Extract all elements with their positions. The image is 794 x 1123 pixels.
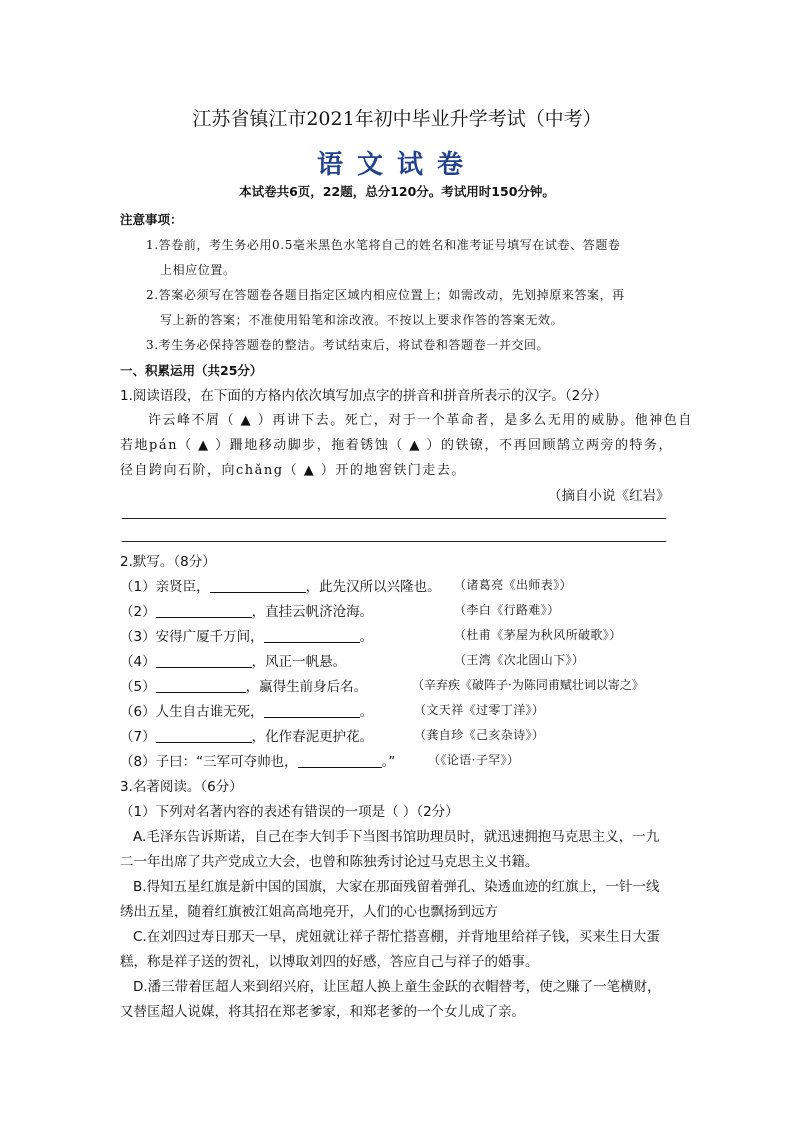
- exam-title: 江苏省镇江市2021年初中毕业升学考试（中考）: [192, 108, 602, 130]
- option-a-line-1: A.毛泽东告诉斯诺，自己在李大钊手下当图书馆助理员时，就迅速拥抱马克思主义，一九: [133, 829, 660, 845]
- answer-blank[interactable]: [156, 678, 246, 693]
- option-d-line-2: 又替匡超人说媒，将其招在郑老爹家，和郑老爹的一个女儿成了亲。: [120, 1004, 525, 1020]
- subject-title: 语文试卷: [316, 150, 477, 180]
- item-text-after: ，此先汉所以兴隆也。: [305, 579, 441, 595]
- q1-prompt: 1.阅读语段，在下面的方格内依次填写加点字的拼音和拼音所表示的汉字。（2分）: [120, 388, 608, 404]
- item-text-after: ，风正一帆悬。: [251, 654, 347, 670]
- dictation-source-4: （王湾《次北固山下》）: [454, 653, 585, 667]
- item-text-after: ，赢得生前身后名。: [245, 679, 368, 695]
- dictation-source-7: （龚自珍《己亥杂诗》）: [414, 728, 545, 742]
- option-d-line-1: D.潘三带着匡超人来到绍兴府，让匡超人换上童生金跃的衣帽替考，使之赚了一笔横财，: [133, 979, 661, 995]
- note-2-line-1: 2.答案必须写在答题卷各题目指定区域内相应位置上；如需改动，先划掉原来答案，再: [146, 288, 625, 302]
- note-1-line-2: 上相应位置。: [160, 263, 236, 277]
- item-number: （4）: [120, 654, 156, 670]
- option-a-line-2: 二一年出席了共产党成立大会，也曾和陈独秀讨论过马克思主义书籍。: [120, 854, 539, 870]
- option-b-line-2: 绣出五星，随着红旗被江姐高高地亮开，人们的心也飘扬到远方: [120, 904, 498, 920]
- item-text-after: ，化作春泥更护花。: [251, 729, 374, 745]
- item-number: （8）: [120, 754, 156, 770]
- answer-blank[interactable]: [156, 728, 252, 743]
- answer-blank[interactable]: [156, 653, 252, 668]
- item-number: （2）: [120, 604, 156, 620]
- item-text-after: 。”: [381, 754, 396, 770]
- item-text-after: 。: [359, 629, 374, 645]
- dictation-item-4: [120, 650, 346, 670]
- dictation-source-1: （诸葛亮《出师表》）: [454, 578, 573, 592]
- answer-blank[interactable]: [264, 703, 360, 718]
- item-text-before: 安得广厦千万间，: [155, 629, 264, 645]
- dictation-item-7: [120, 725, 373, 745]
- answer-blank[interactable]: [298, 753, 382, 768]
- dictation-source-6: （文天祥《过零丁洋》）: [414, 703, 545, 717]
- note-1-line-1: 1.答卷前，考生务必用0.5毫米黑色水笔将自己的姓名和准考证号填写在试卷、答题卷: [146, 238, 621, 252]
- item-text-after: 。: [359, 704, 374, 720]
- dictation-item-8: [120, 750, 395, 770]
- answer-line-1: [122, 518, 666, 519]
- q1-passage-line-1: 许云峰不屑（ ▲ ）再讲下去。死亡，对于一个革命者，是多么无用的威胁。他神色自: [148, 413, 693, 428]
- item-number: （7）: [120, 729, 156, 745]
- answer-line-2: [122, 541, 666, 542]
- dictation-source-2: （李白《行路难》）: [454, 603, 560, 617]
- answer-blank[interactable]: [210, 578, 306, 593]
- note-3: 3.考生务必保持答题卷的整洁。考试结束后，将试卷和答题卷一并交回。: [146, 338, 550, 352]
- dictation-source-5: （辛弃疾《破阵子·为陈同甫赋壮词以寄之》: [412, 678, 644, 692]
- item-text-before: 子曰：“三军可夺帅也，: [155, 754, 298, 770]
- q3-sub-question-1: （1）下列对名著内容的表述有错误的一项是（ ）（2分）: [120, 804, 459, 820]
- item-number: （5）: [120, 679, 156, 695]
- dictation-item-5: [120, 675, 367, 695]
- answer-blank[interactable]: [156, 603, 252, 618]
- dictation-item-6: [120, 700, 373, 720]
- q1-source: （摘自小说《红岩》: [548, 488, 670, 504]
- q2-prompt: 2.默写。（8分）: [120, 554, 216, 570]
- dictation-item-2: [120, 600, 373, 620]
- item-text-before: 亲贤臣，: [155, 579, 210, 595]
- option-b-line-1: B.得知五星红旗是新中国的国旗，大家在那面残留着弹孔、染透血迹的红旗上，一针一线: [133, 879, 660, 895]
- exam-info: 本试卷共6页，22题，总分120分。考试用时150分钟。: [239, 184, 555, 199]
- item-number: （3）: [120, 629, 156, 645]
- dictation-source-8: （《论语·子罕》）: [428, 753, 520, 767]
- option-c-line-2: 糕，称是祥子送的贺礼，以博取刘四的好感，答应自己与祥子的婚事。: [120, 954, 539, 970]
- item-text-after: ，直挂云帆济沧海。: [251, 604, 374, 620]
- item-number: （6）: [120, 704, 156, 720]
- item-number: （1）: [120, 579, 156, 595]
- option-c-line-1: C.在刘四过寿日那天一早，虎妞就让祥子帮忙搭喜棚，并背地里给祥子钱，买来生日大蛋: [133, 929, 660, 945]
- section-1-heading: 一、积累运用（共25分）: [120, 363, 263, 378]
- q1-passage-line-2: 若地pán（ ▲ ）跚地移动脚步，拖着锈蚀（ ▲ ）的铁镣，不再回顾鹄立两旁的特务，: [120, 438, 673, 453]
- item-text-before: 人生自古谁无死，: [155, 704, 264, 720]
- q3-prompt: 3.名著阅读。（6分）: [120, 779, 243, 795]
- dictation-source-3: （杜甫《茅屋为秋风所破歌》）: [454, 628, 622, 642]
- note-2-line-2: 写上新的答案；不准使用铅笔和涂改液。不按以上要求作答的答案无效。: [160, 313, 564, 327]
- q1-passage-line-3: 径自跨向石阶，向chǎng（ ▲ ）开的地窖铁门走去。: [120, 463, 466, 478]
- answer-blank[interactable]: [264, 628, 360, 643]
- dictation-item-1: [120, 575, 441, 595]
- dictation-item-3: [120, 625, 373, 645]
- notes-heading: 注意事项：: [120, 212, 183, 227]
